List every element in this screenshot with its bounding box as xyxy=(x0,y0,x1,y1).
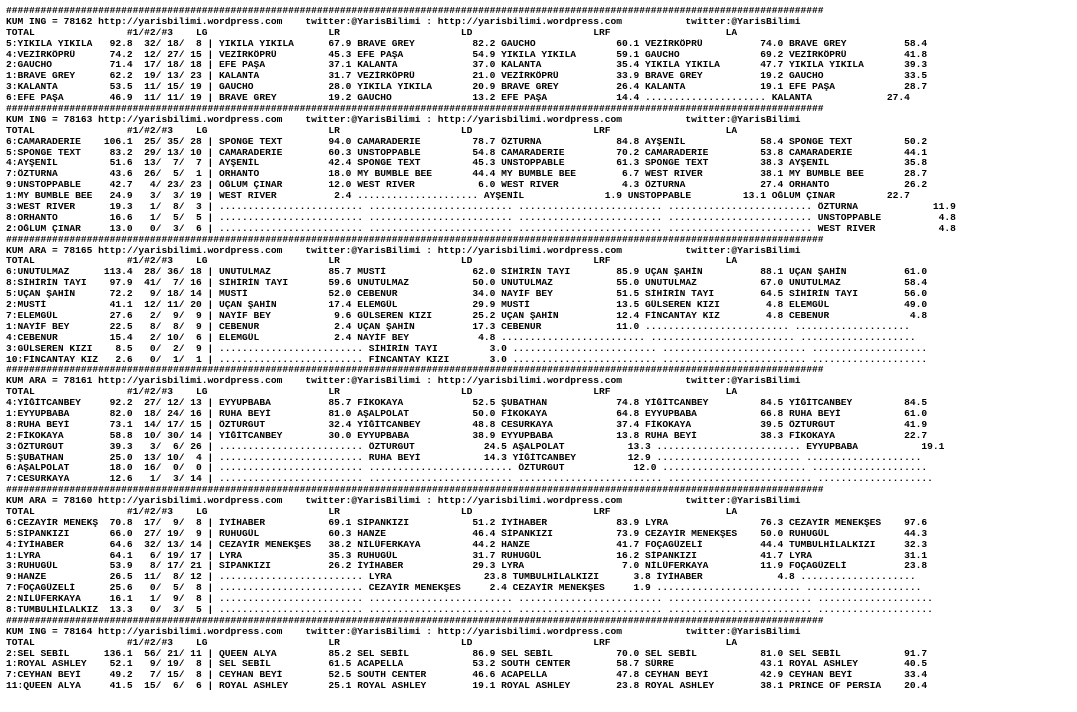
separator-row: ############################################################################################################################################## xyxy=(6,615,824,626)
data-row: 1:LYRA 64.1 6/ 19/ 17 | LYRA 35.3 RUHUGÜL 31.7 RUHUGÜL 16.2 SİPANKIZI 41.7 LYRA 31.1 xyxy=(6,550,928,561)
column-header-row: TOTAL #1/#2/#3 LG LR LD LRF LA xyxy=(6,256,738,267)
data-row: 5:ŞUBATHAN 25.0 13/ 10/ 4 | ......................... RUHA BEYİ 14.3 YİĞİTCANBEY 12.9 ......................... .................... xyxy=(6,452,922,463)
data-row: 3:WEST RIVER 19.3 1/ 8/ 3 | ......................... ......................... ......................... ......................... ÖZTURNA 11.9 xyxy=(6,202,956,213)
data-row: 3:RUHUGÜL 53.9 8/ 17/ 21 | SİPANKIZI 26.2 İYİHABER 29.3 LYRA 7.0 NİLÜFERKAYA 11.9 FOÇAGÜZELİ 23.8 xyxy=(6,561,928,572)
race-header-row: KUM ARA = 78165 http://yarisbilimi.wordpress.com twitter:@YarisBilimi : http://yarisbilimi.wordpress.com twitter:@YarisBilimi xyxy=(6,245,801,256)
separator-row: ############################################################################################################################################## xyxy=(6,485,824,496)
data-row: 4:CEBENUR 15.4 2/ 10/ 6 | ELEMGÜL 2.4 NAYİF BEY 4.8 ......................... ......................... .................... xyxy=(6,332,916,343)
race-header-row: KUM ING = 78164 http://yarisbilimi.wordpress.com twitter:@YarisBilimi : http://yarisbilimi.wordpress.com twitter:@YarisBilimi xyxy=(6,626,801,637)
data-row: 2:OĞLUM ÇINAR 13.0 0/ 3/ 6 | ......................... ......................... ......................... ......................... WEST RIVER 4.8 xyxy=(6,223,956,234)
data-row: 1:BRAVE GREY 62.2 19/ 13/ 23 | KALANTA 31.7 VEZİRKÖPRÜ 21.0 VEZİRKÖPRÜ 33.9 BRAVE GREY 19.2 GAUCHO 33.5 xyxy=(6,71,928,82)
data-row: 8:RUHA BEYİ 73.1 14/ 17/ 15 | ÖZTURGUT 32.4 YİĞİTCANBEY 48.8 CESURKAYA 37.4 FİKOKAYA 39.5 ÖZTURGUT 41.9 xyxy=(6,419,928,430)
data-row: 3:KALANTA 53.5 11/ 15/ 19 | GAUCHO 28.0 YIKILA YIKILA 20.9 BRAVE GREY 26.4 KALANTA 19.1 EFE PAŞA 28.7 xyxy=(6,82,928,93)
data-row: 5:YIKILA YIKILA 92.8 32/ 18/ 8 | YIKILA YIKILA 67.9 BRAVE GREY 82.2 GAUCHO 60.1 VEZİRKÖPRÜ 74.0 BRAVE GREY 58.4 xyxy=(6,38,928,49)
column-header-row: TOTAL #1/#2/#3 LG LR LD LRF LA xyxy=(6,637,738,648)
data-row: 1:NAYİF BEY 22.5 8/ 8/ 9 | CEBENUR 2.4 UÇAN ŞAHİN 17.3 CEBENUR 11.0 ......................... .................... xyxy=(6,321,910,332)
separator-row: ############################################################################################################################################## xyxy=(6,234,824,245)
data-row: 7:ELEMGÜL 27.6 2/ 9/ 9 | NAYİF BEY 9.6 GÜLSEREN KIZI 25.2 UÇAN ŞAHİN 12.4 FİNCANTAY KIZ 4.8 CEBENUR 4.8 xyxy=(6,310,928,321)
data-row: 7:CESURKAYA 12.6 1/ 3/ 14 | ......................... ......................... ......................... ......................... .................... xyxy=(6,474,933,485)
data-row: 4:VEZİRKÖPRÜ 74.2 12/ 27/ 15 | VEZİRKÖPRÜ 45.3 EFE PAŞA 54.9 YIKILA YIKILA 59.1 GAUCHO 69.2 VEZİRKÖPRÜ 41.8 xyxy=(6,49,928,60)
data-row: 9:UNSTOPPABLE 42.7 4/ 23/ 23 | OĞLUM ÇINAR 12.0 WEST RIVER 6.0 WEST RIVER 4.3 ÖZTURNA 27.4 ORHANTO 26.2 xyxy=(6,180,928,191)
separator-row: ############################################################################################################################################## xyxy=(6,6,824,16)
data-row: 6:AŞALPOLAT 18.0 16/ 0/ 0 | ......................... ......................... ÖZTURGUT 12.0 ......................... .................... xyxy=(6,463,928,474)
data-row: 5:UÇAN ŞAHİN 72.2 9/ 18/ 14 | MUSTİ 52.0 CEBENUR 34.0 NAYİF BEY 51.5 SİHİRİN TAYI 64.5 SİHİRİN TAYI 56.0 xyxy=(6,289,928,300)
data-row: 6:UNUTULMAZ 113.4 28/ 36/ 18 | UNUTULMAZ 85.7 MUSTİ 62.0 SİHİRİN TAYI 85.9 UÇAN ŞAHİN 88.1 UÇAN ŞAHİN 61.0 xyxy=(6,267,928,278)
column-header-row: TOTAL #1/#2/#3 LG LR LD LRF LA xyxy=(6,506,738,517)
separator-row: ############################################################################################################################################## xyxy=(6,365,824,376)
data-row: 8:TUMBULHİLALKIZ 13.3 0/ 3/ 5 | ......................... ......................... ......................... ......................... .................... xyxy=(6,604,933,615)
data-row: 4:İYİHABER 64.6 32/ 13/ 14 | CEZAYİR MENEKŞES 38.2 NİLÜFERKAYA 44.2 HANZE 41.7 FOÇAGÜZELİ 44.4 TUMBULHİLALKIZI 32.3 xyxy=(6,539,928,550)
data-row: 5:SPONGE TEXT 83.2 29/ 13/ 10 | CAMARADERIE 60.3 UNSTOPPABLE 54.8 CAMARADERIE 70.2 CAMARADERIE 53.8 CAMARADERIE 44.1 xyxy=(6,147,928,158)
data-row: 10:FİNCANTAY KIZ 2.6 0/ 1/ 1 | ......................... FİNCANTAY KIZI 3.0 ......................... ......................... .................... xyxy=(6,354,928,365)
data-row: 2:GAUCHO 71.4 17/ 18/ 18 | EFE PAŞA 37.1 KALANTA 37.0 KALANTA 35.4 YIKILA YIKILA 47.7 YIKILA YIKILA 39.3 xyxy=(6,60,928,71)
data-row: 6:CEZAYİR MENEKŞ 70.8 17/ 9/ 8 | İYİHABER 69.1 SİPANKIZI 51.2 İYİHABER 83.9 LYRA 76.3 CEZAYİR MENEKŞES 97.6 xyxy=(6,517,928,528)
data-row: 6:EFE PAŞA 46.9 11/ 11/ 19 | BRAVE GREY 19.2 GAUCHO 13.2 EFE PAŞA 14.4 ..................... KALANTA 27.4 xyxy=(6,93,910,104)
data-row: 11:QUEEN ALYA 41.5 15/ 6/ 6 | ROYAL ASHLEY 25.1 ROYAL ASHLEY 19.1 ROYAL ASHLEY 23.8 ROYAL ASHLEY 38.1 PRINCE OF PERSIA 20.4 xyxy=(6,681,928,692)
data-row: 1:EYYUPBABA 82.0 18/ 24/ 16 | RUHA BEYİ 81.0 AŞALPOLAT 50.0 FİKOKAYA 64.8 EYYUPBABA 66.8 RUHA BEYİ 61.0 xyxy=(6,408,928,419)
data-row: 1:MY BUMBLE BEE 24.9 3/ 3/ 19 | WEST RIVER 2.4 ..................... AYŞENİL 1.9 UNSTOPPABLE 13.1 OĞLUM ÇINAR 22.7 xyxy=(6,191,910,202)
column-header-row: TOTAL #1/#2/#3 LG LR LD LRF LA xyxy=(6,387,738,398)
data-row: 2:MUSTİ 41.1 12/ 11/ 20 | UÇAN ŞAHİN 17.4 ELEMGÜL 29.9 MUSTİ 13.5 GÜLSEREN KIZI 4.8 ELEMGÜL 49.0 xyxy=(6,300,928,311)
data-row: 3:GÜLSEREN KIZI 8.5 0/ 2/ 9 | ......................... SİHİRİN TAYI 3.0 ......................... ......................... .................... xyxy=(6,343,928,354)
data-row: 7:ÖZTURNA 43.6 26/ 5/ 1 | ORHANTO 18.0 MY BUMBLE BEE 44.4 MY BUMBLE BEE 6.7 WEST RIVER 38.1 MY BUMBLE BEE 28.7 xyxy=(6,169,928,180)
data-row: 4:AYŞENİL 51.6 13/ 7/ 7 | AYŞENİL 42.4 SPONGE TEXT 45.3 UNSTOPPABLE 61.3 SPONGE TEXT 38.3 AYŞENİL 35.8 xyxy=(6,158,928,169)
data-row: 8:ORHANTO 16.6 1/ 5/ 5 | ......................... ......................... ......................... ......................... UNSTOPPABLE 4.8 xyxy=(6,212,956,223)
data-row: 1:ROYAL ASHLEY 52.1 9/ 19/ 8 | SEL SEBİL 61.5 ACAPELLA 53.2 SOUTH CENTER 58.7 SÜRRE 43.1 ROYAL ASHLEY 40.5 xyxy=(6,659,928,670)
data-row: 6:CAMARADERIE 106.1 25/ 35/ 28 | SPONGE TEXT 94.0 CAMARADERIE 78.7 ÖZTURNA 84.8 AYŞENİL 58.4 SPONGE TEXT 50.2 xyxy=(6,136,928,147)
separator-row: ############################################################################################################################################## xyxy=(6,104,824,115)
race-header-row: KUM ING = 78163 http://yarisbilimi.wordpress.com twitter:@YarisBilimi : http://yarisbilimi.wordpress.com twitter:@YarisBilimi xyxy=(6,114,801,125)
data-row: 9:HANZE 26.5 11/ 8/ 12 | ......................... LYRA 23.8 TUMBULHİLALKIZI 3.8 İYİHABER 4.8 .................... xyxy=(6,572,916,583)
race-header-row: KUM ING = 78162 http://yarisbilimi.wordpress.com twitter:@YarisBilimi : http://yarisbilimi.wordpress.com twitter:@YarisBilimi xyxy=(6,16,801,27)
data-row: 7:CEYHAN BEYİ 49.2 7/ 15/ 8 | CEYHAN BEYİ 52.5 SOUTH CENTER 46.6 ACAPELLA 47.8 CEYHAN BEYİ 42.9 CEYHAN BEYİ 33.4 xyxy=(6,670,928,681)
data-row: 5:SİPANKIZI 66.0 27/ 19/ 9 | RUHUGÜL 60.3 HANZE 46.4 SİPANKIZI 73.9 CEZAYİR MENEKŞES 50.0 RUHUGÜL 44.3 xyxy=(6,528,928,539)
data-row: 2:SEL SEBİL 136.1 56/ 21/ 11 | QUEEN ALYA 85.2 SEL SEBİL 86.9 SEL SEBİL 70.0 SEL SEBİL 81.0 SEL SEBİL 91.7 xyxy=(6,648,928,659)
race-header-row: KUM ARA = 78160 http://yarisbilimi.wordpress.com twitter:@YarisBilimi : http://yarisbilimi.wordpress.com twitter:@YarisBilimi xyxy=(6,496,801,507)
column-header-row: TOTAL #1/#2/#3 LG LR LD LRF LA xyxy=(6,27,738,38)
data-row: 2:NİLÜFERKAYA 16.1 1/ 9/ 8 | ......................... ......................... ......................... ......................... .................... xyxy=(6,594,933,605)
data-row: 8:SİHİRİN TAYI 97.9 41/ 7/ 16 | SİHİRİN TAYI 59.6 UNUTULMAZ 50.0 UNUTULMAZ 55.0 UNUTULMAZ 67.0 UNUTULMAZ 58.4 xyxy=(6,278,928,289)
data-row: 2:FİKOKAYA 58.8 10/ 30/ 14 | YİĞİTCANBEY 30.0 EYYUPBABA 38.9 EYYUPBABA 13.8 RUHA BEYİ 38.3 FİKOKAYA 22.7 xyxy=(6,430,928,441)
data-row: 7:FOÇAGÜZELİ 25.6 0/ 5/ 8 | ......................... CEZAYİR MENEKŞES 2.4 CEZAYİR MENEKŞES 1.9 ......................... .................... xyxy=(6,583,922,594)
data-row: 3:ÖZTURGUT 39.3 3/ 6/ 26 | ......................... ÖZTURGUT 24.5 AŞALPOLAT 13.3 ......................... EYYUPBABA 19.1 xyxy=(6,441,945,452)
column-header-row: TOTAL #1/#2/#3 LG LR LD LRF LA xyxy=(6,125,738,136)
data-row: 4:YİĞİTCANBEY 92.2 27/ 12/ 13 | EYYUPBABA 85.7 FİKOKAYA 52.5 ŞUBATHAN 74.8 YİĞİTCANBEY 84.5 YİĞİTCANBEY 84.5 xyxy=(6,398,928,409)
race-header-row: KUM ARA = 78161 http://yarisbilimi.wordpress.com twitter:@YarisBilimi : http://yarisbilimi.wordpress.com twitter:@YarisBilimi xyxy=(6,376,801,387)
